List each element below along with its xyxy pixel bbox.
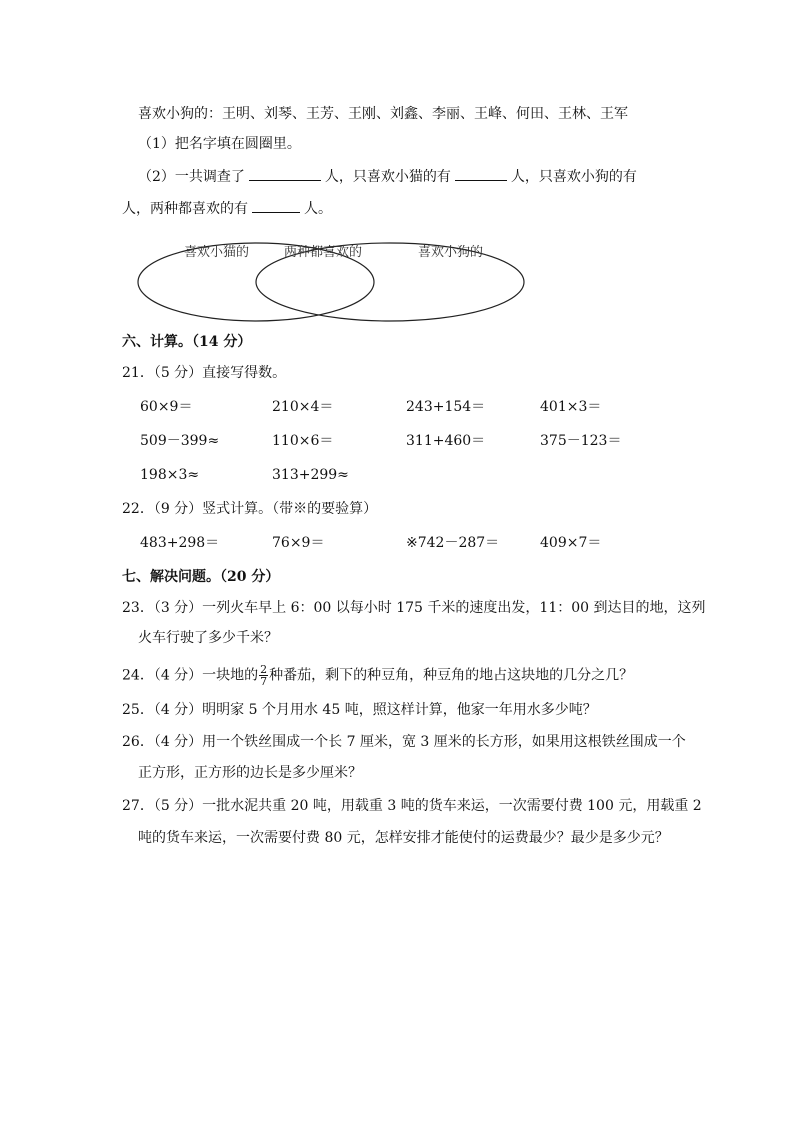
cat-circle-label: 喜欢小猫的	[184, 245, 250, 260]
total-surveyed-blank[interactable]	[249, 166, 321, 181]
q27-line1: 27．（5 分）一批水泥共重 20 吨，用载重 3 吨的货车来运，一次需要付费 100 元，用载重 2	[122, 798, 702, 814]
q21-title: 21．（5 分）直接写得数。	[122, 365, 287, 381]
q22-item: 76×9＝	[272, 535, 325, 551]
q2-text-a: （2）一共调查了	[138, 169, 245, 185]
only-cat-blank[interactable]	[455, 166, 507, 181]
q21-item: 110×6＝	[272, 433, 334, 449]
dog-lovers-list: 喜欢小狗的：王明、刘琴、王芳、王刚、刘鑫、李丽、王峰、何田、王林、王军	[138, 106, 628, 122]
q22-item: ※742－287＝	[406, 535, 500, 551]
fraction-denominator: 7	[260, 675, 268, 688]
q21-item: 375－123＝	[540, 433, 622, 449]
question-part-2-line1	[138, 166, 637, 186]
q27-line2: 吨的货车来运，一次需要付费 80 元，怎样安排才能使付的运费最少？最少是多少元？	[138, 830, 669, 846]
q21-item: 210×4＝	[272, 399, 334, 415]
q22-title: 22．（9 分）竖式计算。（带※的要验算）	[122, 501, 378, 517]
question-part-1: （1）把名字填在圆圈里。	[138, 136, 301, 152]
both-region-label: 两种都喜欢的	[284, 245, 363, 260]
q24	[122, 664, 633, 687]
fraction-two-sevenths	[259, 664, 268, 687]
q2-text-c: 人，只喜欢小狗的有	[510, 169, 637, 185]
q21-item: 198×3≈	[140, 467, 200, 483]
q21-item: 243+154＝	[406, 399, 486, 415]
both-blank[interactable]	[252, 198, 300, 213]
section-7-heading: 七、解决问题。（20 分）	[122, 569, 280, 585]
q26-line1: 26．（4 分）用一个铁丝围成一个长 7 厘米，宽 3 厘米的长方形，如果用这根铁丝围成一个	[122, 734, 686, 750]
q2-text-e: 人。	[304, 201, 332, 217]
q21-item: 311+460＝	[406, 433, 486, 449]
q24-text-before: 24．（4 分）一块地的	[122, 667, 259, 684]
fraction-numerator: 2	[260, 663, 268, 676]
q22-item: 483+298＝	[140, 535, 220, 551]
q2-text-b: 人，只喜欢小猫的有	[324, 169, 451, 185]
venn-diagram	[134, 226, 526, 328]
q21-item: 509－399≈	[140, 433, 220, 449]
q21-item: 313+299≈	[272, 467, 349, 483]
q26-line2: 正方形，正方形的边长是多少厘米？	[138, 765, 362, 781]
q21-item: 401×3＝	[540, 399, 602, 415]
section-6-heading: 六、计算。（14 分）	[122, 334, 252, 350]
q2-text-d: 人，两种都喜欢的有	[122, 201, 248, 217]
q24-text-after: 种番茄，剩下的种豆角，种豆角的地占这块地的几分之几？	[269, 667, 634, 684]
q23-line1: 23．（3 分）一列火车早上 6：00 以每小时 175 千米的速度出发，11：00 到达目的地，这列	[122, 600, 706, 616]
q25: 25．（4 分）明明家 5 个月用水 45 吨，照这样计算，他家一年用水多少吨？	[122, 702, 597, 718]
question-part-2-line2	[122, 198, 332, 218]
dog-circle-label: 喜欢小狗的	[418, 245, 484, 260]
q22-item: 409×7＝	[540, 535, 602, 551]
q23-line2: 火车行驶了多少千米？	[138, 630, 278, 646]
q21-item: 60×9＝	[140, 399, 193, 415]
